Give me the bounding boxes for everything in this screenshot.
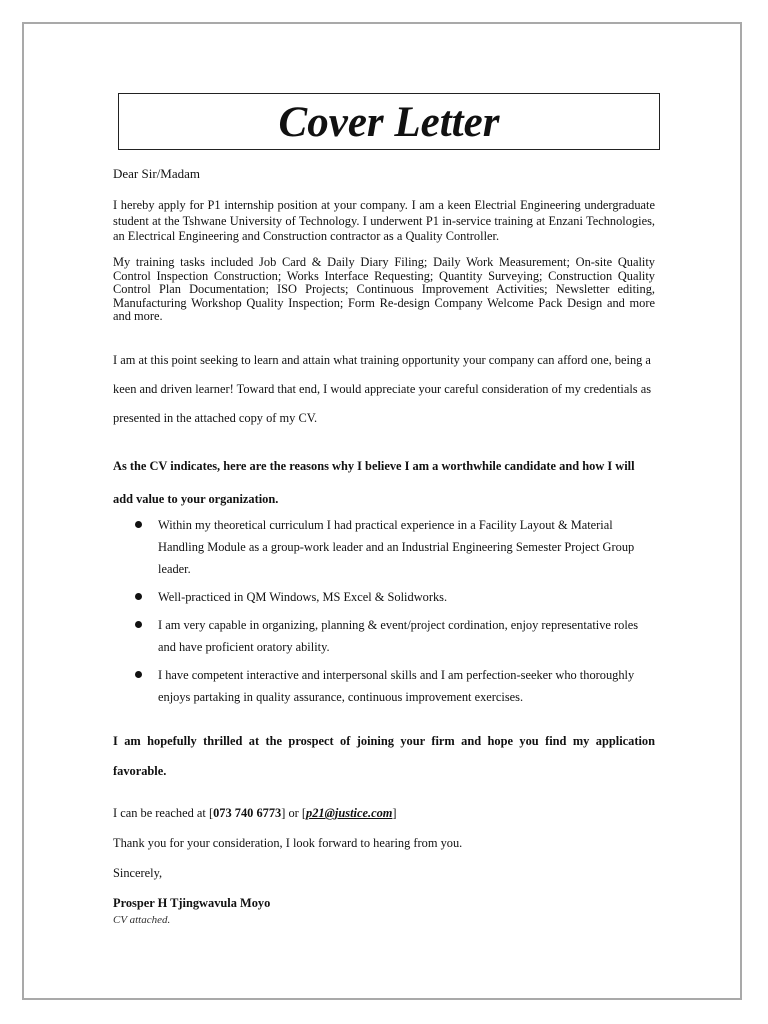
list-item-text: Well-practiced in QM Windows, MS Excel & Solidworks. xyxy=(158,590,448,604)
list-item xyxy=(113,586,655,608)
intro-paragraph: I hereby apply for P1 internship position at your company. I am a keen Electrial Engineering undergraduate student at the Tshwane University of Technology. I underwent P1 in-service training at Enzani Technologies, an Electrical Engineering and Construction contractor as a Quality Controller. xyxy=(113,198,655,243)
attachment-note: CV attached. xyxy=(113,914,171,926)
seeking-paragraph: I am at this point seeking to learn and attain what training opportunity your company can afford one, being a keen and driven learner! Toward that end, I would appreciate your careful consideration of my credentials as presented in the attached copy of my CV. xyxy=(113,353,652,425)
page-title: Cover Letter xyxy=(278,99,500,146)
bullet-icon xyxy=(135,621,142,628)
list-item xyxy=(113,664,655,708)
sign-off: Sincerely, xyxy=(113,866,163,880)
contact-prefix: I can be reached at [ xyxy=(113,806,214,820)
list-item xyxy=(113,614,655,658)
reasons-intro: As the CV indicates, here are the reasons why I believe I am a worthwhile candidate and how I will add value to your organization. xyxy=(113,459,635,506)
title-box xyxy=(118,93,660,150)
list-item-text: I have competent interactive and interpersonal skills and I am perfection-seeker who thoroughly enjoys partaking in quality assurance, continuous improvement exercises. xyxy=(158,668,635,704)
salutation: Dear Sir/Madam xyxy=(113,166,201,181)
contact-suffix: ] xyxy=(392,806,397,820)
contact-middle: ] or [ xyxy=(281,806,307,820)
contact-line xyxy=(113,806,655,820)
phone-number: 073 740 6773 xyxy=(213,806,282,820)
bullet-icon xyxy=(135,593,142,600)
bullet-icon xyxy=(135,671,142,678)
reasons-list xyxy=(113,514,655,714)
list-item-text: Within my theoretical curriculum I had practical experience in a Facility Layout & Material Handling Module as a group-work leader and an Industrial Engineering Semester Project Group leader. xyxy=(158,518,635,576)
signature-name: Prosper H Tjingwavula Moyo xyxy=(113,896,271,910)
closing-statement: I am hopefully thrilled at the prospect of joining your firm and hope you find my application favorable. xyxy=(113,734,655,778)
thanks-line: Thank you for your consideration, I look forward to hearing from you. xyxy=(113,836,463,850)
email-link[interactable]: p21@justice.com xyxy=(306,806,393,820)
tasks-paragraph: My training tasks included Job Card & Daily Diary Filing; Daily Work Measurement; On-site Quality Control Inspection Construction; Works Interface Requesting; Quantity Surveying; Construction Quality Control Plan Documentation; ISO Projects; Continuous Improvement Activities; Newsletter editing, Manufacturing Workshop Quality Inspection; Form Re-design Company Welcome Pack Design and more and more. xyxy=(113,255,655,323)
list-item xyxy=(113,514,655,580)
list-item-text: I am very capable in organizing, planning & event/project cordination, enjoy representative roles and have proficient oratory ability. xyxy=(158,618,639,654)
bullet-icon xyxy=(135,521,142,528)
